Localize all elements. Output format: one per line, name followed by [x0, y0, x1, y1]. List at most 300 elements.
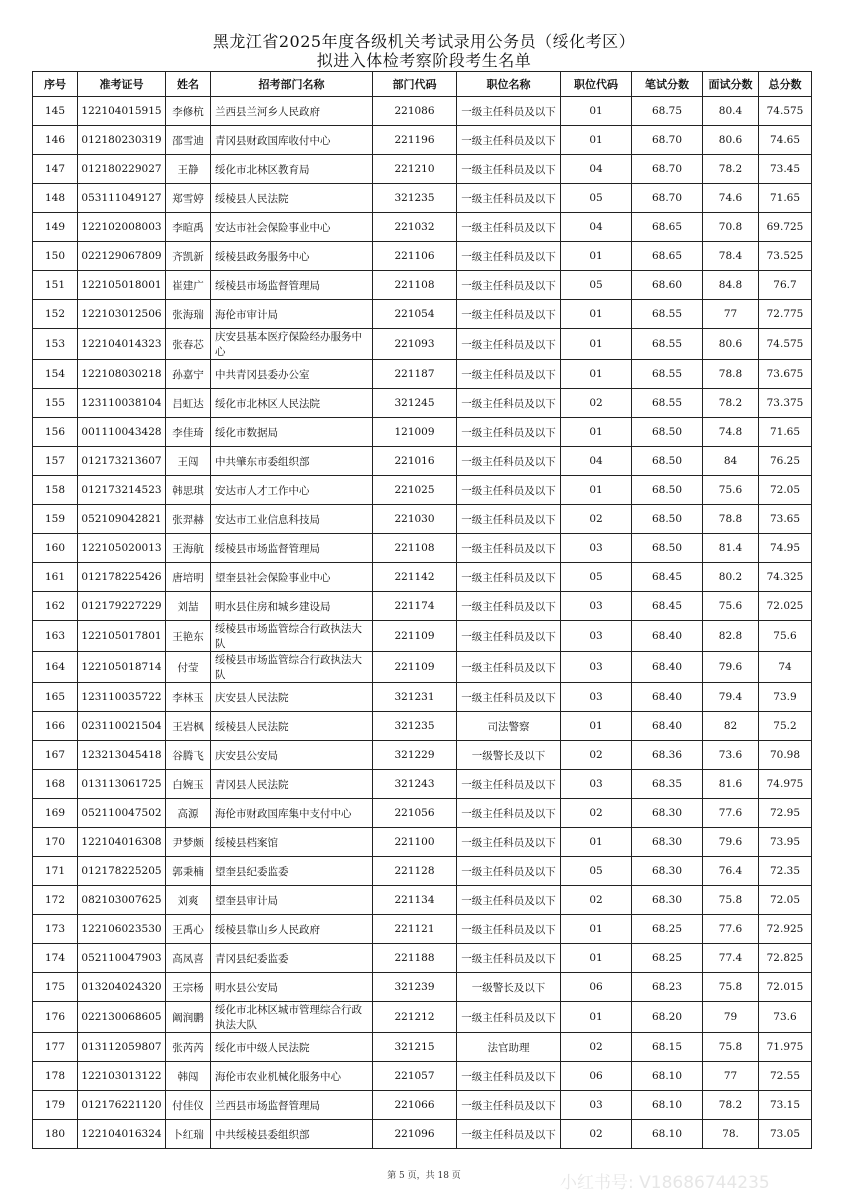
- table-row: [33, 944, 812, 973]
- cell-position: 一级主任科员及以下: [457, 213, 561, 242]
- cell-total-score: 71.65: [759, 418, 812, 447]
- cell-name: 唐培明: [166, 563, 211, 592]
- cell-exam-id: 122106023530: [78, 915, 166, 944]
- cell-written-score: 68.70: [632, 126, 703, 155]
- cell-total-score: 72.35: [759, 857, 812, 886]
- cell-department: 青冈县人民法院: [211, 770, 373, 799]
- cell-position: 一级主任科员及以下: [457, 944, 561, 973]
- cell-exam-id: 012176221120: [78, 1091, 166, 1120]
- table-row: [33, 389, 812, 418]
- table-row: [33, 652, 812, 683]
- cell-department: 望奎县社会保险事业中心: [211, 563, 373, 592]
- cell-dept-code: 321243: [373, 770, 457, 799]
- table-row: [33, 1062, 812, 1091]
- cell-written-score: 68.55: [632, 329, 703, 360]
- table-row: [33, 915, 812, 944]
- cell-index: 151: [33, 271, 78, 300]
- cell-exam-id: 122105020013: [78, 534, 166, 563]
- table-row: [33, 329, 812, 360]
- cell-total-score: 70.98: [759, 741, 812, 770]
- cell-position-code: 04: [561, 213, 632, 242]
- cell-interview-score: 79.6: [703, 652, 759, 683]
- cell-name: 王禹心: [166, 915, 211, 944]
- cell-interview-score: 81.6: [703, 770, 759, 799]
- cell-exam-id: 012173214523: [78, 476, 166, 505]
- cell-written-score: 68.55: [632, 360, 703, 389]
- cell-position-code: 05: [561, 271, 632, 300]
- cell-written-score: 68.70: [632, 184, 703, 213]
- cell-index: 149: [33, 213, 78, 242]
- cell-department: 海伦市审计局: [211, 300, 373, 329]
- cell-exam-id: 122103012506: [78, 300, 166, 329]
- cell-position: 一级主任科员及以下: [457, 329, 561, 360]
- cell-dept-code: 221025: [373, 476, 457, 505]
- cell-name: 张海瑞: [166, 300, 211, 329]
- cell-dept-code: 221109: [373, 621, 457, 652]
- cell-position-code: 02: [561, 1033, 632, 1062]
- cell-total-score: 69.725: [759, 213, 812, 242]
- cell-position-code: 01: [561, 329, 632, 360]
- cell-written-score: 68.35: [632, 770, 703, 799]
- cell-position: 一级主任科员及以下: [457, 1120, 561, 1149]
- cell-department: 海伦市财政国库集中支付中心: [211, 799, 373, 828]
- cell-name: 齐凯新: [166, 242, 211, 271]
- col-header-exam-id: 准考证号: [78, 72, 166, 97]
- cell-position-code: 01: [561, 944, 632, 973]
- cell-position: 一级主任科员及以下: [457, 126, 561, 155]
- cell-position: 一级主任科员及以下: [457, 271, 561, 300]
- cell-total-score: 76.25: [759, 447, 812, 476]
- cell-total-score: 72.95: [759, 799, 812, 828]
- cell-exam-id: 012178225426: [78, 563, 166, 592]
- cell-position-code: 02: [561, 389, 632, 418]
- cell-position: 一级主任科员及以下: [457, 360, 561, 389]
- cell-department: 绥棱县政务服务中心: [211, 242, 373, 271]
- cell-name: 王静: [166, 155, 211, 184]
- cell-name: 李修杭: [166, 97, 211, 126]
- cell-written-score: 68.25: [632, 944, 703, 973]
- cell-position: 一级主任科员及以下: [457, 1091, 561, 1120]
- table-row: [33, 683, 812, 712]
- cell-position-code: 01: [561, 1002, 632, 1033]
- cell-total-score: 73.9: [759, 683, 812, 712]
- cell-name: 李林玉: [166, 683, 211, 712]
- cell-position: 司法警察: [457, 712, 561, 741]
- col-header-dept-code: 部门代码: [373, 72, 457, 97]
- cell-position: 一级主任科员及以下: [457, 476, 561, 505]
- cell-name: 付莹: [166, 652, 211, 683]
- cell-department: 庆安县基本医疗保险经办服务中心: [211, 329, 373, 360]
- cell-written-score: 68.36: [632, 741, 703, 770]
- table-row: [33, 534, 812, 563]
- table-body: [33, 97, 812, 1149]
- cell-index: 164: [33, 652, 78, 683]
- cell-interview-score: 75.8: [703, 1033, 759, 1062]
- cell-exam-id: 052110047903: [78, 944, 166, 973]
- cell-department: 青冈县纪委监委: [211, 944, 373, 973]
- cell-position: 一级主任科员及以下: [457, 1062, 561, 1091]
- cell-interview-score: 80.4: [703, 97, 759, 126]
- col-header-total-score: 总分数: [759, 72, 812, 97]
- cell-name: 李佳琦: [166, 418, 211, 447]
- cell-department: 庆安县公安局: [211, 741, 373, 770]
- cell-department: 绥棱县市场监督管理局: [211, 271, 373, 300]
- cell-written-score: 68.55: [632, 300, 703, 329]
- cell-exam-id: 123110038104: [78, 389, 166, 418]
- cell-index: 165: [33, 683, 78, 712]
- cell-dept-code: 221030: [373, 505, 457, 534]
- cell-written-score: 68.45: [632, 592, 703, 621]
- cell-interview-score: 77.6: [703, 799, 759, 828]
- cell-position: 一级主任科员及以下: [457, 155, 561, 184]
- candidate-table: [32, 71, 812, 1149]
- cell-exam-id: 012179227229: [78, 592, 166, 621]
- cell-department: 绥棱县人民法院: [211, 712, 373, 741]
- cell-name: 郭秉楠: [166, 857, 211, 886]
- cell-position: 一级主任科员及以下: [457, 184, 561, 213]
- cell-total-score: 73.6: [759, 1002, 812, 1033]
- cell-dept-code: 221016: [373, 447, 457, 476]
- cell-exam-id: 122105018714: [78, 652, 166, 683]
- cell-department: 安达市工业信息科技局: [211, 505, 373, 534]
- cell-name: 谷腾飞: [166, 741, 211, 770]
- document-title: 黑龙江省2025年度各级机关考试录用公务员（绥化考区）: [212, 32, 636, 51]
- cell-department: 绥化市北林区教育局: [211, 155, 373, 184]
- cell-exam-id: 122104015915: [78, 97, 166, 126]
- cell-interview-score: 77.6: [703, 915, 759, 944]
- cell-written-score: 68.30: [632, 857, 703, 886]
- cell-exam-id: 052110047502: [78, 799, 166, 828]
- cell-position-code: 02: [561, 799, 632, 828]
- cell-index: 166: [33, 712, 78, 741]
- table-header-row: [33, 72, 812, 97]
- cell-interview-score: 74.6: [703, 184, 759, 213]
- cell-name: 王艳东: [166, 621, 211, 652]
- cell-index: 146: [33, 126, 78, 155]
- cell-position-code: 03: [561, 770, 632, 799]
- cell-index: 179: [33, 1091, 78, 1120]
- cell-total-score: 73.45: [759, 155, 812, 184]
- table-row: [33, 300, 812, 329]
- cell-index: 157: [33, 447, 78, 476]
- cell-position-code: 01: [561, 97, 632, 126]
- cell-total-score: 72.775: [759, 300, 812, 329]
- cell-position-code: 02: [561, 505, 632, 534]
- cell-position-code: 06: [561, 973, 632, 1002]
- cell-position-code: 05: [561, 184, 632, 213]
- cell-index: 147: [33, 155, 78, 184]
- cell-index: 152: [33, 300, 78, 329]
- cell-total-score: 73.675: [759, 360, 812, 389]
- cell-position-code: 03: [561, 1091, 632, 1120]
- cell-department: 庆安县人民法院: [211, 683, 373, 712]
- cell-position: 一级主任科员及以下: [457, 652, 561, 683]
- table-row: [33, 1120, 812, 1149]
- cell-name: 高凤喜: [166, 944, 211, 973]
- cell-department: 绥化市中级人民法院: [211, 1033, 373, 1062]
- cell-exam-id: 052109042821: [78, 505, 166, 534]
- cell-exam-id: 122105018001: [78, 271, 166, 300]
- cell-department: 绥棱县市场监管综合行政执法大队: [211, 621, 373, 652]
- cell-department: 明水县住房和城乡建设局: [211, 592, 373, 621]
- cell-dept-code: 221056: [373, 799, 457, 828]
- cell-written-score: 68.20: [632, 1002, 703, 1033]
- cell-name: 韩闯: [166, 1062, 211, 1091]
- cell-department: 安达市人才工作中心: [211, 476, 373, 505]
- cell-index: 163: [33, 621, 78, 652]
- cell-name: 卜红瑞: [166, 1120, 211, 1149]
- cell-position-code: 03: [561, 683, 632, 712]
- cell-position-code: 01: [561, 126, 632, 155]
- cell-position: 一级主任科员及以下: [457, 828, 561, 857]
- table-row: [33, 97, 812, 126]
- cell-written-score: 68.23: [632, 973, 703, 1002]
- cell-interview-score: 78.8: [703, 360, 759, 389]
- cell-total-score: 75.2: [759, 712, 812, 741]
- cell-dept-code: 221121: [373, 915, 457, 944]
- cell-written-score: 68.50: [632, 534, 703, 563]
- cell-total-score: 73.525: [759, 242, 812, 271]
- cell-interview-score: 80.6: [703, 126, 759, 155]
- cell-interview-score: 84: [703, 447, 759, 476]
- cell-index: 155: [33, 389, 78, 418]
- cell-index: 178: [33, 1062, 78, 1091]
- table-row: [33, 621, 812, 652]
- cell-written-score: 68.40: [632, 683, 703, 712]
- cell-dept-code: 221134: [373, 886, 457, 915]
- table-row: [33, 155, 812, 184]
- table-row: [33, 1033, 812, 1062]
- cell-position: 一级主任科员及以下: [457, 242, 561, 271]
- cell-exam-id: 001110043428: [78, 418, 166, 447]
- cell-total-score: 73.375: [759, 389, 812, 418]
- cell-position: 一级主任科员及以下: [457, 97, 561, 126]
- cell-dept-code: 321245: [373, 389, 457, 418]
- cell-department: 绥棱县靠山乡人民政府: [211, 915, 373, 944]
- cell-interview-score: 77: [703, 300, 759, 329]
- cell-index: 162: [33, 592, 78, 621]
- table-row: [33, 126, 812, 155]
- document-subtitle: 拟进入体检考察阶段考生名单: [316, 51, 532, 70]
- cell-position: 一级主任科员及以下: [457, 799, 561, 828]
- cell-position-code: 04: [561, 155, 632, 184]
- cell-position: 一级主任科员及以下: [457, 857, 561, 886]
- cell-department: 安达市社会保险事业中心: [211, 213, 373, 242]
- cell-interview-score: 77.4: [703, 944, 759, 973]
- cell-index: 175: [33, 973, 78, 1002]
- cell-interview-score: 84.8: [703, 271, 759, 300]
- cell-interview-score: 77: [703, 1062, 759, 1091]
- cell-name: 刘爽: [166, 886, 211, 915]
- cell-written-score: 68.10: [632, 1062, 703, 1091]
- cell-name: 王海航: [166, 534, 211, 563]
- cell-position-code: 01: [561, 828, 632, 857]
- cell-exam-id: 012173213607: [78, 447, 166, 476]
- cell-dept-code: 321229: [373, 741, 457, 770]
- cell-exam-id: 012180230319: [78, 126, 166, 155]
- cell-name: 张芮芮: [166, 1033, 211, 1062]
- cell-department: 中共青冈县委办公室: [211, 360, 373, 389]
- cell-department: 绥棱县人民法院: [211, 184, 373, 213]
- cell-position-code: 01: [561, 300, 632, 329]
- cell-dept-code: 221086: [373, 97, 457, 126]
- table-row: [33, 828, 812, 857]
- cell-exam-id: 013113061725: [78, 770, 166, 799]
- cell-position: 一级主任科员及以下: [457, 592, 561, 621]
- cell-position-code: 03: [561, 534, 632, 563]
- cell-written-score: 68.10: [632, 1120, 703, 1149]
- cell-written-score: 68.40: [632, 621, 703, 652]
- cell-position-code: 02: [561, 1120, 632, 1149]
- cell-position: 一级主任科员及以下: [457, 300, 561, 329]
- cell-written-score: 68.10: [632, 1091, 703, 1120]
- cell-dept-code: 321231: [373, 683, 457, 712]
- cell-exam-id: 122102008003: [78, 213, 166, 242]
- cell-position-code: 03: [561, 621, 632, 652]
- table-row: [33, 447, 812, 476]
- cell-position-code: 01: [561, 712, 632, 741]
- cell-name: 李暄禹: [166, 213, 211, 242]
- cell-name: 刘喆: [166, 592, 211, 621]
- cell-department: 明水县公安局: [211, 973, 373, 1002]
- watermark: 小红书号: V18686744235: [560, 1173, 770, 1193]
- table-row: [33, 505, 812, 534]
- cell-index: 180: [33, 1120, 78, 1149]
- cell-dept-code: 321215: [373, 1033, 457, 1062]
- cell-dept-code: 221093: [373, 329, 457, 360]
- cell-written-score: 68.30: [632, 828, 703, 857]
- cell-department: 中共绥棱县委组织部: [211, 1120, 373, 1149]
- cell-total-score: 74.325: [759, 563, 812, 592]
- cell-dept-code: 121009: [373, 418, 457, 447]
- cell-index: 154: [33, 360, 78, 389]
- cell-interview-score: 79.4: [703, 683, 759, 712]
- cell-exam-id: 082103007625: [78, 886, 166, 915]
- cell-total-score: 74.975: [759, 770, 812, 799]
- cell-interview-score: 79.6: [703, 828, 759, 857]
- cell-position-code: 02: [561, 886, 632, 915]
- cell-written-score: 68.50: [632, 418, 703, 447]
- cell-dept-code: 221057: [373, 1062, 457, 1091]
- cell-name: 阚润鹏: [166, 1002, 211, 1033]
- cell-name: 高源: [166, 799, 211, 828]
- cell-interview-score: 76.4: [703, 857, 759, 886]
- cell-department: 绥化市数据局: [211, 418, 373, 447]
- table-row: [33, 770, 812, 799]
- cell-exam-id: 013204024320: [78, 973, 166, 1002]
- cell-interview-score: 81.4: [703, 534, 759, 563]
- table-row: [33, 418, 812, 447]
- cell-dept-code: 321239: [373, 973, 457, 1002]
- cell-exam-id: 123213045418: [78, 741, 166, 770]
- cell-position: 一级警长及以下: [457, 741, 561, 770]
- cell-department: 海伦市农业机械化服务中心: [211, 1062, 373, 1091]
- cell-department: 绥棱县档案馆: [211, 828, 373, 857]
- cell-position: 一级主任科员及以下: [457, 447, 561, 476]
- table-row: [33, 741, 812, 770]
- cell-position: 法官助理: [457, 1033, 561, 1062]
- cell-total-score: 72.925: [759, 915, 812, 944]
- cell-total-score: 72.05: [759, 886, 812, 915]
- cell-index: 169: [33, 799, 78, 828]
- cell-dept-code: 221128: [373, 857, 457, 886]
- cell-index: 159: [33, 505, 78, 534]
- cell-department: 兰西县兰河乡人民政府: [211, 97, 373, 126]
- cell-interview-score: 78.8: [703, 505, 759, 534]
- cell-total-score: 72.015: [759, 973, 812, 1002]
- cell-index: 153: [33, 329, 78, 360]
- cell-position-code: 03: [561, 592, 632, 621]
- cell-name: 张羿赫: [166, 505, 211, 534]
- cell-index: 172: [33, 886, 78, 915]
- cell-exam-id: 022130068605: [78, 1002, 166, 1033]
- cell-interview-score: 78.4: [703, 242, 759, 271]
- cell-index: 174: [33, 944, 78, 973]
- cell-position-code: 01: [561, 476, 632, 505]
- cell-dept-code: 221196: [373, 126, 457, 155]
- cell-exam-id: 023110021504: [78, 712, 166, 741]
- cell-index: 177: [33, 1033, 78, 1062]
- cell-position: 一级主任科员及以下: [457, 683, 561, 712]
- cell-department: 绥化市北林区人民法院: [211, 389, 373, 418]
- cell-total-score: 76.7: [759, 271, 812, 300]
- cell-dept-code: 321235: [373, 712, 457, 741]
- cell-index: 176: [33, 1002, 78, 1033]
- cell-total-score: 72.05: [759, 476, 812, 505]
- cell-position: 一级主任科员及以下: [457, 915, 561, 944]
- cell-name: 白婉玉: [166, 770, 211, 799]
- cell-interview-score: 78.2: [703, 389, 759, 418]
- cell-position: 一级主任科员及以下: [457, 505, 561, 534]
- cell-dept-code: 221054: [373, 300, 457, 329]
- col-header-index: 序号: [33, 72, 78, 97]
- cell-name: 王岩枫: [166, 712, 211, 741]
- cell-position-code: 01: [561, 360, 632, 389]
- cell-dept-code: 221108: [373, 271, 457, 300]
- col-header-name: 姓名: [166, 72, 211, 97]
- page-footer: 第 5 页，共 18 页: [387, 1171, 461, 1181]
- cell-department: 绥化市北林区城市管理综合行政执法大队: [211, 1002, 373, 1033]
- table-row: [33, 360, 812, 389]
- cell-dept-code: 221142: [373, 563, 457, 592]
- cell-exam-id: 122104016308: [78, 828, 166, 857]
- cell-interview-score: 78.2: [703, 1091, 759, 1120]
- col-header-written-score: 笔试分数: [632, 72, 703, 97]
- cell-position-code: 01: [561, 418, 632, 447]
- cell-interview-score: 82: [703, 712, 759, 741]
- cell-index: 156: [33, 418, 78, 447]
- table-row: [33, 184, 812, 213]
- col-header-interview-score: 面试分数: [703, 72, 759, 97]
- cell-dept-code: 221174: [373, 592, 457, 621]
- cell-written-score: 68.40: [632, 652, 703, 683]
- cell-total-score: 74.95: [759, 534, 812, 563]
- cell-total-score: 74.575: [759, 97, 812, 126]
- cell-name: 张春芯: [166, 329, 211, 360]
- cell-exam-id: 013112059807: [78, 1033, 166, 1062]
- table-row: [33, 1002, 812, 1033]
- table-row: [33, 712, 812, 741]
- cell-department: 中共肇东市委组织部: [211, 447, 373, 476]
- cell-dept-code: 321235: [373, 184, 457, 213]
- cell-total-score: 72.025: [759, 592, 812, 621]
- cell-total-score: 73.95: [759, 828, 812, 857]
- cell-written-score: 68.45: [632, 563, 703, 592]
- cell-position: 一级主任科员及以下: [457, 563, 561, 592]
- cell-exam-id: 122108030218: [78, 360, 166, 389]
- cell-exam-id: 123110035722: [78, 683, 166, 712]
- cell-interview-score: 75.8: [703, 886, 759, 915]
